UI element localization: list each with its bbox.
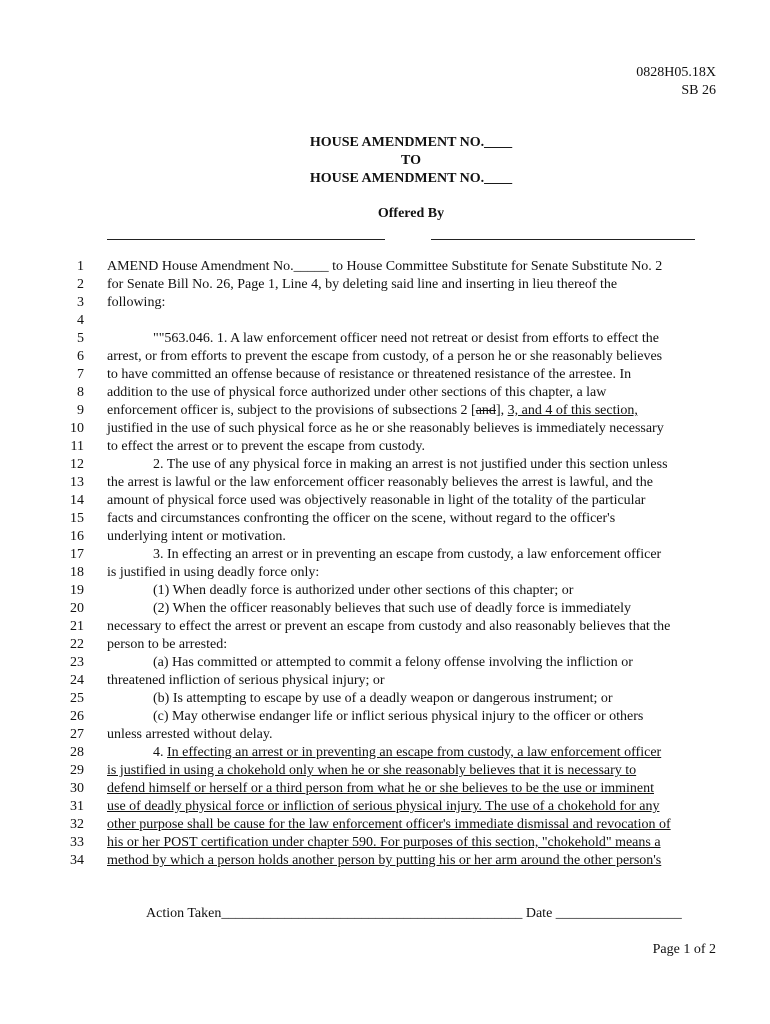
line-31: 31 use of deadly physical force or infliction of serious physical injury. The use of a chokehold for any (70, 799, 660, 814)
line-19: 19 (1) When deadly force is authorized under other sections of this chapter; or (70, 583, 574, 598)
title-line-2: TO (401, 153, 421, 168)
action-taken-label: Action Taken (146, 906, 222, 921)
line-14: 14 amount of physical force used was objectively reasonable in light of the totality of the particular (70, 493, 646, 508)
bill-number: SB 26 (681, 83, 716, 98)
line-26: 26 (c) May otherwise endanger life or inflict serious physical injury to the officer or others (70, 709, 644, 724)
line-21: 21 necessary to effect the arrest or prevent an escape from custody and also reasonably believes that the (70, 619, 671, 634)
doc-code: 0828H05.18X (636, 65, 716, 80)
offered-by: Offered By (377, 206, 445, 221)
line-17: 17 3. In effecting an arrest or in preventing an escape from custody, a law enforcement officer (70, 547, 662, 562)
line-10: 10 justified in the use of such physical force as he or she reasonably believes is immediately necessary (70, 421, 664, 436)
line-27: 27 unless arrested without delay. (70, 727, 273, 742)
action-taken-blank: ___________________________________________ (221, 906, 523, 921)
line-6: 6 arrest, or from efforts to prevent the escape from custody, of a person he or she reasonably believes (77, 349, 663, 364)
amendment-body (0, 258, 770, 870)
line-33: 33 his or her POST certification under chapter 590. For purposes of this section, "chokehold" means a (70, 835, 661, 850)
action-taken-row (146, 906, 682, 922)
line-20: 20 (2) When the officer reasonably believes that such use of deadly force is immediately (70, 601, 632, 616)
line-32: 32 other purpose shall be cause for the law enforcement officer's immediate dismissal and revocation of (70, 817, 671, 832)
amendment-title (0, 134, 770, 188)
line-16: 16 underlying intent or motivation. (70, 529, 286, 544)
line-9: 9 enforcement officer is, subject to the provisions of subsections 2 [and], 3, and 4 of this section, (77, 403, 638, 418)
line-24: 24 threatened infliction of serious physical injury; or (70, 673, 385, 688)
line-23: 23 (a) Has committed or attempted to commit a felony offense involving the infliction or (70, 655, 633, 670)
line-34: 34 method by which a person holds another person by putting his or her arm around the other person's (70, 853, 662, 868)
line-5: 5 ""563.046. 1. A law enforcement officer need not retreat or desist from efforts to effect the (77, 331, 659, 346)
inserted-text: other purpose shall be cause for the law enforcement officer's immediate dismissal and revocation of (107, 817, 671, 832)
line-7: 7 to have committed an offense because of resistance or threatened resistance of the arrestee. In (77, 367, 632, 382)
date-blank: __________________ (555, 906, 682, 921)
line-22: 22 person to be arrested: (70, 637, 228, 652)
line-28: 28 4. In effecting an arrest or in preventing an escape from custody, a law enforcement officer (70, 745, 662, 760)
line-30: 30 defend himself or herself or a third person from what he or she believes to be the use or imminent (70, 781, 655, 796)
page-number: Page 1 of 2 (652, 942, 716, 957)
inserted-text: use of deadly physical force or infliction of serious physical injury. The use of a chokehold for any (107, 799, 660, 814)
inserted-text: method by which a person holds another person by putting his or her arm around the other person's (107, 853, 662, 868)
line-15: 15 facts and circumstances confronting the officer on the scene, without regard to the officer's (70, 511, 616, 526)
inserted-text: In effecting an arrest or in preventing an escape from custody, a law enforcement officer (167, 745, 662, 760)
date-label: Date (525, 906, 553, 921)
line-1: 1 AMEND House Amendment No._____ to House Committee Substitute for Senate Substitute No. 2 (77, 259, 663, 274)
line-25: 25 (b) Is attempting to escape by use of a deadly weapon or dangerous instrument; or (70, 691, 613, 706)
offered-by-line-right (431, 239, 695, 240)
inserted-text: his or her POST certification under chapter 590. For purposes of this section, "chokehold" means a (107, 835, 661, 850)
line-4: 4 (77, 313, 84, 328)
offered-by-line-left (107, 239, 385, 240)
inserted-text: is justified in using a chokehold only when he or she reasonably believes that it is necessary to (107, 763, 637, 778)
line-12: 12 2. The use of any physical force in making an arrest is not justified under this section unless (70, 457, 668, 472)
line-8: 8 addition to the use of physical force authorized under other sections of this chapter, a law (77, 385, 607, 400)
inserted-text: defend himself or herself or a third person from what he or she believes to be the use or imminent (107, 781, 655, 796)
document-code (636, 64, 716, 100)
line-3: 3 following: (77, 295, 166, 310)
title-line-3: HOUSE AMENDMENT NO.____ (309, 171, 513, 186)
inserted-text: 3, and 4 of this section, (507, 403, 638, 418)
line-11: 11 to effect the arrest or to prevent the escape from custody. (70, 439, 425, 454)
line-2: 2 for Senate Bill No. 26, Page 1, Line 4, by deleting said line and inserting in lieu thereof the (77, 277, 618, 292)
line-13: 13 the arrest is lawful or the law enforcement officer reasonably believes the arrest is lawful, and the (70, 475, 653, 490)
title-line-1: HOUSE AMENDMENT NO.____ (309, 135, 513, 150)
line-29: 29 is justified in using a chokehold only when he or she reasonably believes that it is necessary to (70, 763, 637, 778)
struck-text: and (475, 403, 496, 418)
line-18: 18 is justified in using deadly force only: (70, 565, 320, 580)
